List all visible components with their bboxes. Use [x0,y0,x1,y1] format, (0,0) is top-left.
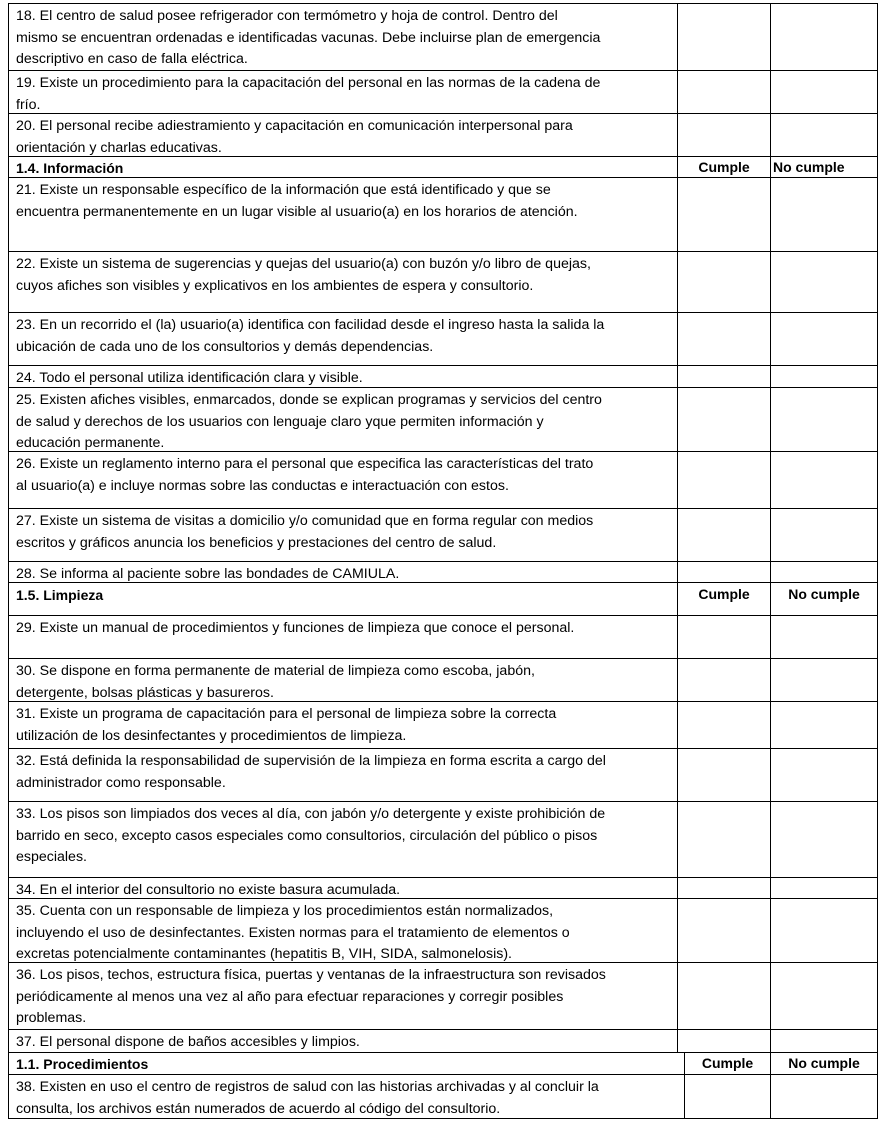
cumple-checkbox[interactable] [677,387,770,451]
table-row [0,365,885,387]
no-cumple-checkbox[interactable] [770,658,878,701]
no-cumple-checkbox[interactable] [770,365,878,387]
cumple-checkbox[interactable] [677,801,770,877]
section-header [0,582,885,615]
cumple-checkbox[interactable] [677,70,770,113]
no-cumple-checkbox[interactable] [770,701,878,748]
no-cumple-checkbox[interactable] [770,70,878,113]
no-cumple-checkbox[interactable] [770,1029,878,1052]
item-text: 35. Cuenta con un responsable de limpieza y los procedimientos están normalizados, incluyendo el uso de desinfectantes. Existen normas para el tratamiento de elementos o excretas potencialmente contaminantes (hepatitis B, VIH, SIDA, salmonelosis). [16,903,570,962]
cumple-column-header: Cumple [701,1055,754,1071]
table-row [0,451,885,508]
table-row [0,113,885,156]
no-cumple-checkbox[interactable] [770,177,878,251]
table-row [0,508,885,561]
section-title: 1.1. Procedimientos [16,1056,149,1072]
no-cumple-checkbox[interactable] [770,801,878,877]
cumple-checkbox[interactable] [677,312,770,365]
no-cumple-checkbox[interactable] [770,451,878,508]
cumple-checkbox[interactable] [677,877,770,898]
table-row [0,1074,885,1118]
table-row [0,312,885,365]
item-text: 28. Se informa al paciente sobre las bondades de CAMIULA. [16,566,400,582]
table-row [0,801,885,877]
item-text: 27. Existe un sistema de visitas a domicilio y/o comunidad que en forma regular con medios escritos y gráficos anuncia los beneficios y prestaciones del centro de salud. [16,513,594,551]
cumple-column-header: Cumple [698,159,750,175]
item-text: 19. Existe un procedimiento para la capacitación del personal en las normas de la cadena de frío. [16,75,601,113]
table-row [0,748,885,801]
cumple-checkbox[interactable] [677,251,770,312]
item-text: 23. En un recorrido el (la) usuario(a) identifica con facilidad desde el ingreso hasta la salida la ubicación de cada uno de los consultorios y demás dependencias. [16,317,605,355]
section-title: 1.5. Limpieza [16,587,104,603]
table-row [0,1029,885,1052]
no-cumple-column-header: No cumple [773,159,845,175]
item-text: 34. En el interior del consultorio no existe basura acumulada. [16,882,401,898]
no-cumple-checkbox[interactable] [770,561,878,582]
cumple-checkbox[interactable] [677,113,770,156]
cumple-checkbox[interactable] [677,451,770,508]
cumple-checkbox[interactable] [677,898,770,962]
table-row [0,70,885,113]
cumple-checkbox[interactable] [677,561,770,582]
item-text: 33. Los pisos son limpiados dos veces al día, con jabón y/o detergente y existe prohibición de barrido en seco, excepto casos especiales como consultorios, circulación del público o pisos especiales. [16,806,606,865]
no-cumple-checkbox[interactable] [770,312,878,365]
section-title: 1.4. Información [16,160,124,176]
table-row [0,701,885,748]
item-text: 29. Existe un manual de procedimientos y funciones de limpieza que conoce el personal. [16,620,575,636]
no-cumple-checkbox[interactable] [770,615,878,658]
cumple-checkbox[interactable] [677,177,770,251]
item-text: 20. El personal recibe adiestramiento y capacitación en comunicación interpersonal para orientación y charlas educativas. [16,118,573,156]
no-cumple-column-header: No cumple [788,1055,860,1071]
table-row [0,251,885,312]
cumple-checkbox[interactable] [677,615,770,658]
no-cumple-checkbox[interactable] [770,748,878,801]
cumple-checkbox[interactable] [677,3,770,70]
no-cumple-column-header: No cumple [788,586,860,602]
cumple-checkbox[interactable] [677,365,770,387]
no-cumple-checkbox[interactable] [770,508,878,561]
cumple-column-header: Cumple [698,586,750,602]
item-text: 21. Existe un responsable específico de la información que está identificado y que se encuentra permanentemente en un lugar visible al usuario(a) en los horarios de atención. [16,182,578,220]
item-text: 38. Existen en uso el centro de registros de salud con las historias archivadas y al concluir la consulta, los archivos están numerados de acuerdo al código del consultorio. [16,1079,599,1117]
no-cumple-checkbox[interactable] [770,3,878,70]
item-text: 31. Existe un programa de capacitación para el personal de limpieza sobre la correcta utilización de los desinfectantes y procedimientos de limpieza. [16,706,557,744]
cumple-checkbox[interactable] [677,748,770,801]
cumple-checkbox[interactable] [677,658,770,701]
item-text: 36. Los pisos, techos, estructura física, puertas y ventanas de la infraestructura son revisados periódicamente al menos una vez al año para efectuar reparaciones y corregir posibles problemas. [16,967,606,1026]
no-cumple-checkbox[interactable] [770,898,878,962]
table-bottom-border [8,1118,878,1119]
item-text: 25. Existen afiches visibles, enmarcados, donde se explican programas y servicios del centro de salud y derechos de los usuarios con lenguaje claro yque permiten información y educación permanente. [16,392,602,451]
table-row [0,561,885,582]
table-row [0,177,885,251]
table-row [0,615,885,658]
table-row [0,877,885,898]
no-cumple-checkbox[interactable] [770,387,878,451]
item-text: 24. Todo el personal utiliza identificación clara y visible. [16,370,363,386]
cumple-checkbox[interactable] [684,1074,770,1118]
table-row [0,658,885,701]
item-text: 32. Está definida la responsabilidad de supervisión de la limpieza en forma escrita a cargo del administrador como responsable. [16,753,606,791]
table-row [0,387,885,451]
item-text: 30. Se dispone en forma permanente de material de limpieza como escoba, jabón, detergente, bolsas plásticas y basureros. [16,663,535,701]
cumple-checkbox[interactable] [677,1029,770,1052]
no-cumple-checkbox[interactable] [770,113,878,156]
item-text: 37. El personal dispone de baños accesibles y limpios. [16,1034,360,1050]
table-row [0,962,885,1029]
cumple-checkbox[interactable] [677,508,770,561]
no-cumple-checkbox[interactable] [770,1074,878,1118]
item-text: 26. Existe un reglamento interno para el personal que especifica las características del trato al usuario(a) e incluye normas sobre las conductas e interactuación con estos. [16,456,594,494]
section-header [0,156,885,177]
section-header [0,1052,885,1074]
cumple-checkbox[interactable] [677,701,770,748]
table-row [0,898,885,962]
no-cumple-checkbox[interactable] [770,877,878,898]
item-text: 22. Existe un sistema de sugerencias y quejas del usuario(a) con buzón y/o libro de quejas, cuyos afiches son visibles y explicativos en los ambientes de espera y consultorio. [16,256,591,294]
cumple-checkbox[interactable] [677,962,770,1029]
no-cumple-checkbox[interactable] [770,962,878,1029]
no-cumple-checkbox[interactable] [770,251,878,312]
item-text: 18. El centro de salud posee refrigerador con termómetro y hoja de control. Dentro del mismo se encuentran ordenadas e identificadas vacunas. Debe incluirse plan de emergencia descriptivo en caso de falla eléctrica. [16,8,601,67]
table-row [0,3,885,70]
